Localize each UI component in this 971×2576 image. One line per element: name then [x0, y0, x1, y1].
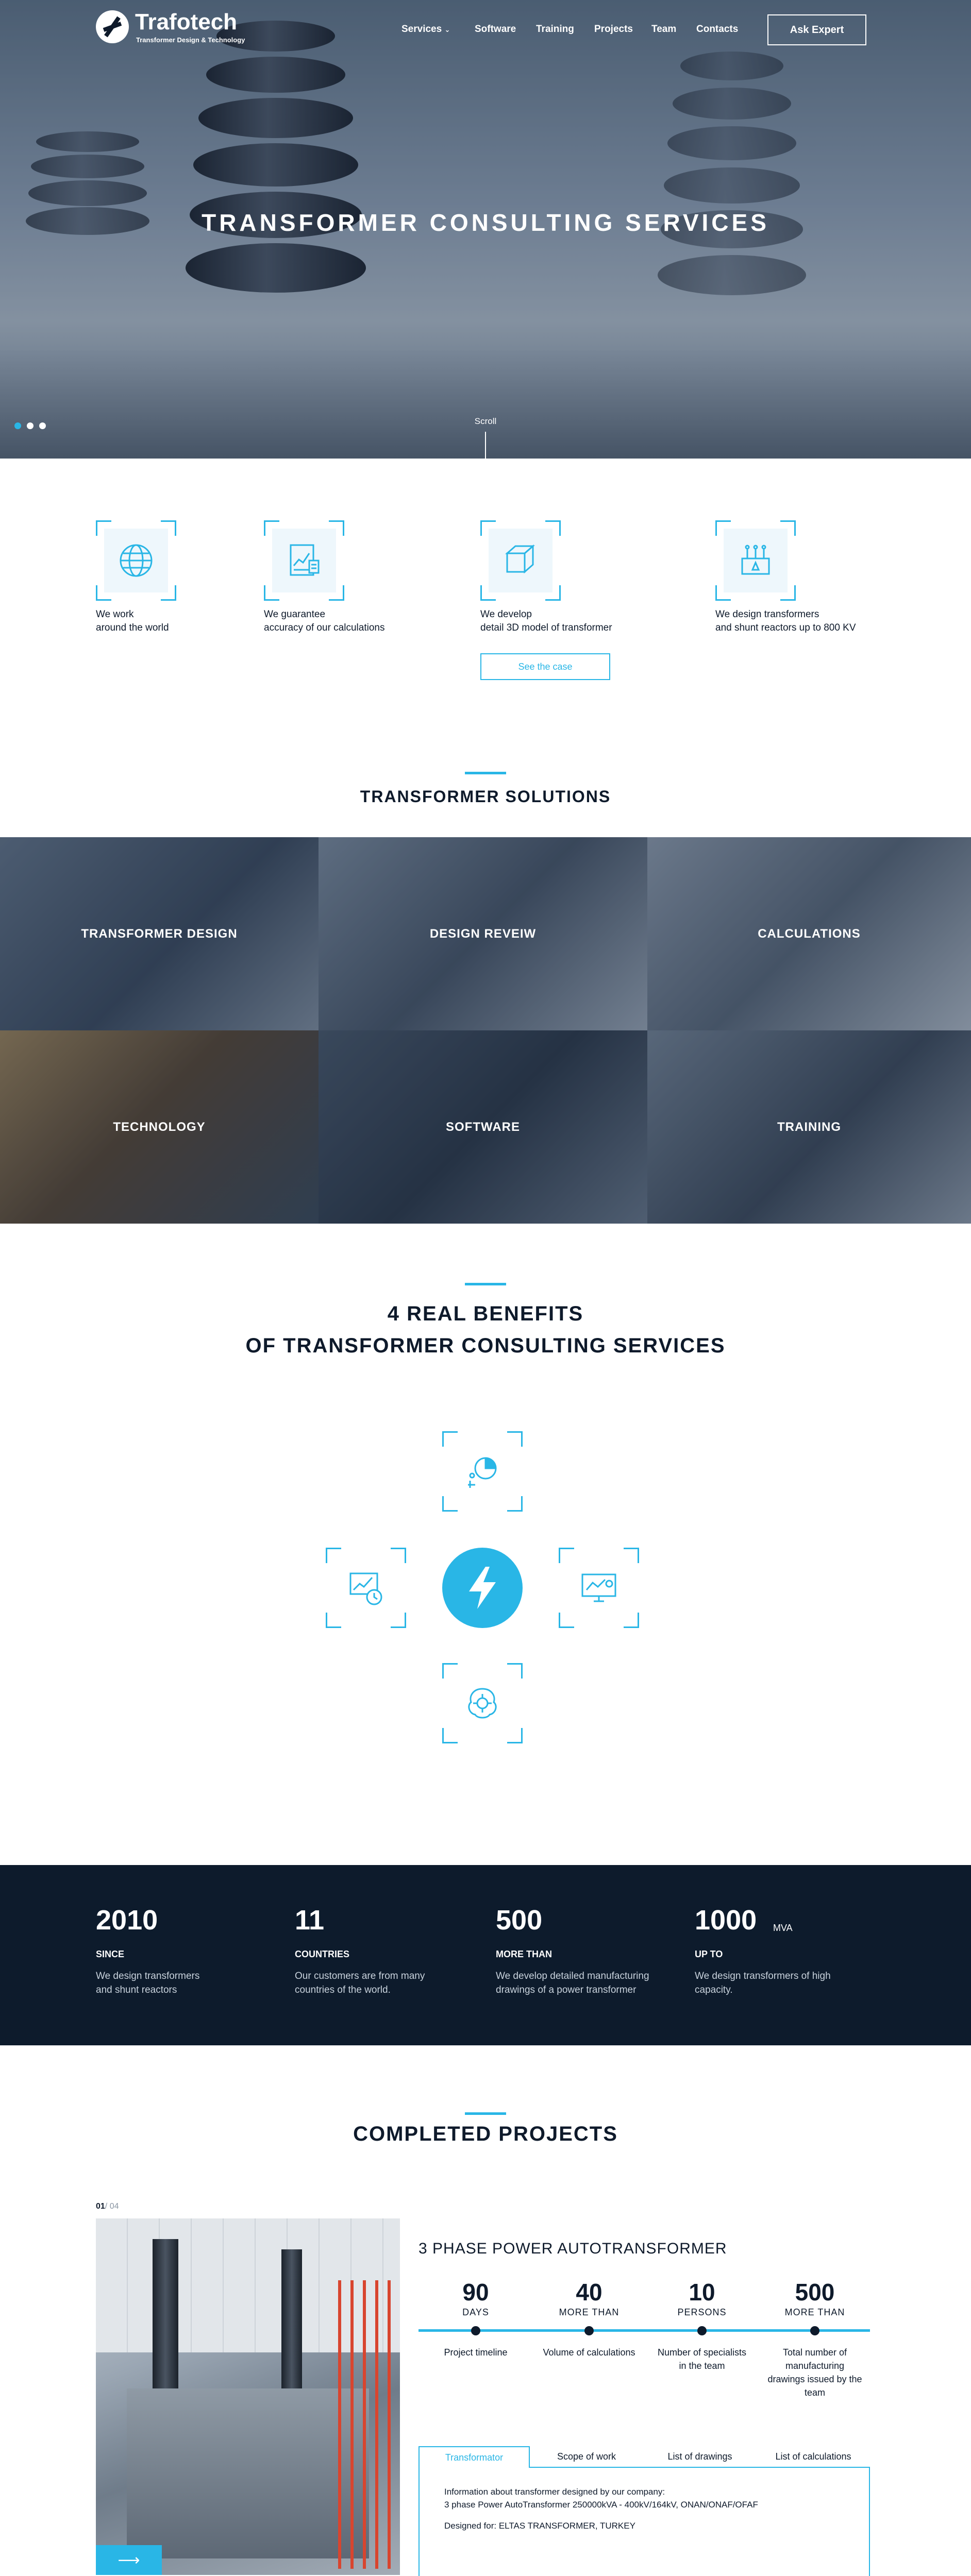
project-counter-current: 01: [96, 2202, 105, 2211]
benefit-icon-box[interactable]: [559, 1548, 639, 1628]
tile-label: SOFTWARE: [446, 1120, 520, 1134]
tab-transformator[interactable]: Transformator: [418, 2446, 530, 2468]
stat-desc: We develop detailed manufacturing drawings of a power transformer: [496, 1971, 649, 1995]
stat-number: 1000: [695, 1905, 757, 1936]
timeline-dot: [584, 2326, 594, 2335]
brain-gear-icon: [450, 1671, 514, 1735]
hero-section: [0, 0, 971, 459]
project-stat-desc: Volume of calculations: [543, 2347, 635, 2358]
stats-section: [0, 1865, 971, 2045]
project-timeline: [418, 2329, 870, 2332]
tile-label: CALCULATIONS: [758, 926, 861, 941]
chart-document-icon: [272, 529, 336, 592]
tile-technology[interactable]: [0, 1030, 319, 1224]
feature-icon-box: [96, 520, 176, 601]
project-image-scaffold: [338, 2280, 400, 2569]
project-info-panel: [418, 2467, 870, 2576]
tile-design-review[interactable]: [319, 837, 647, 1030]
nav-training[interactable]: Training: [536, 24, 574, 35]
tile-label: TRAINING: [777, 1120, 841, 1134]
project-stat-desc: Total number of manufacturing drawings issued by the team: [767, 2347, 862, 2398]
stat-label: UP TO: [695, 1949, 723, 1959]
scroll-label[interactable]: Scroll: [474, 416, 497, 426]
hero-title: TRANSFORMER CONSULTING SERVICES: [202, 209, 769, 236]
see-case-button[interactable]: See the case: [480, 653, 610, 680]
feature-text: We design transformers and shunt reactors up to 800 KV: [715, 609, 856, 633]
stat-number: 2010: [96, 1905, 158, 1936]
timeline-dot: [471, 2326, 480, 2335]
benefits-title-line1: 4 REAL BENEFITS: [387, 1302, 584, 1325]
feature-text: We work around the world: [96, 609, 169, 633]
nav-contacts[interactable]: Contacts: [696, 24, 739, 35]
globe-icon: [104, 529, 168, 592]
growth-chart-icon: [334, 1556, 398, 1620]
slider-dot[interactable]: [39, 422, 46, 429]
tile-calculations[interactable]: [647, 837, 971, 1030]
slider-dot[interactable]: [27, 422, 34, 429]
logo-tagline: Transformer Design & Technology: [136, 36, 245, 44]
logo-name[interactable]: Trafotech: [135, 9, 238, 35]
benefit-icon-box[interactable]: [326, 1548, 406, 1628]
tile-software[interactable]: [319, 1030, 647, 1224]
project-stat-number: 90: [462, 2279, 489, 2306]
benefit-icon-box[interactable]: [442, 1663, 523, 1743]
project-stat-desc: Project timeline: [444, 2347, 508, 2358]
project-stat-number: 40: [576, 2279, 602, 2306]
stat-unit: MVA: [773, 1923, 793, 1933]
stat-label: MORE THAN: [496, 1949, 552, 1959]
tile-label: TECHNOLOGY: [113, 1120, 206, 1134]
lightning-icon: [442, 1548, 523, 1628]
project-info-line: 3 phase Power AutoTransformer 250000kVA - 400kV/164kV, ONAN/ONAF/OFAF: [444, 2500, 758, 2510]
nav-projects[interactable]: Projects: [594, 24, 633, 35]
transformer-icon: [724, 529, 788, 592]
logo-icon[interactable]: [96, 10, 129, 43]
project-title: 3 PHASE POWER AUTOTRANSFORMER: [418, 2240, 727, 2257]
accent-line: [465, 1283, 506, 1285]
monitor-analytics-icon: [567, 1556, 631, 1620]
stat-number: 500: [496, 1905, 543, 1936]
scroll-line: [485, 432, 486, 459]
timeline-dot: [697, 2326, 707, 2335]
stat-desc: We design transformers and shunt reactors: [96, 1971, 200, 1995]
project-stat-desc: Number of specialists in the team: [657, 2347, 747, 2371]
timeline-dot: [810, 2326, 819, 2335]
project-stat-sub: DAYS: [462, 2307, 489, 2317]
tile-training[interactable]: [647, 1030, 971, 1224]
cube-icon: [489, 529, 553, 592]
project-counter-total: / 04: [105, 2202, 119, 2211]
project-info-line: Information about transformer designed by our company:: [444, 2487, 665, 2497]
project-stat-number: 500: [795, 2279, 835, 2306]
projects-title: COMPLETED PROJECTS: [353, 2123, 618, 2145]
ask-expert-button[interactable]: Ask Expert: [767, 14, 866, 45]
slider-dot[interactable]: [14, 422, 21, 429]
stat-label: SINCE: [96, 1949, 125, 1959]
project-counter: [96, 2202, 119, 2211]
feature-icon-box: [715, 520, 796, 601]
nav-services-label: Services: [401, 24, 442, 35]
tile-label: DESIGN REVEIW: [429, 926, 537, 941]
project-image-tank: [127, 2388, 369, 2558]
stat-number: 11: [295, 1905, 325, 1936]
chevron-down-icon: ⌄: [444, 26, 450, 33]
project-image: [96, 2218, 400, 2575]
feature-text: We develop detail 3D model of transformer: [480, 609, 612, 633]
nav-team[interactable]: Team: [651, 24, 677, 35]
tile-transformer-design[interactable]: [0, 837, 319, 1030]
project-stat-sub: PERSONS: [677, 2307, 727, 2317]
feature-text: We guarantee accuracy of our calculations: [264, 609, 385, 633]
project-image-bushing: [281, 2249, 302, 2404]
stat-desc: We design transformers of high capacity.: [695, 1971, 831, 1995]
stat-label: COUNTRIES: [295, 1949, 350, 1959]
nav-services[interactable]: [401, 24, 450, 35]
solutions-title: TRANSFORMER SOLUTIONS: [360, 787, 611, 806]
project-stat-sub: MORE THAN: [784, 2307, 845, 2317]
project-stat-sub: MORE THAN: [559, 2307, 620, 2317]
tab-list-of-calculations[interactable]: List of calculations: [757, 2446, 870, 2468]
nav-software[interactable]: Software: [475, 24, 516, 35]
accent-line: [465, 2112, 506, 2115]
project-info-line: Designed for: ELTAS TRANSFORMER, TURKEY: [444, 2521, 635, 2531]
feature-icon-box: [264, 520, 344, 601]
benefit-icon-box[interactable]: [442, 1431, 523, 1512]
benefits-title-line2: OF TRANSFORMER CONSULTING SERVICES: [245, 1334, 726, 1357]
project-image-bushing: [153, 2239, 178, 2409]
accent-line: [465, 772, 506, 774]
tile-label: TRANSFORMER DESIGN: [81, 926, 238, 941]
feature-icon-box: [480, 520, 561, 601]
pie-chart-icon: [450, 1439, 514, 1503]
tab-scope-of-work[interactable]: Scope of work: [530, 2446, 643, 2468]
stat-desc: Our customers are from many countries of the world.: [295, 1971, 425, 1995]
project-stat-number: 10: [689, 2279, 715, 2306]
project-next-arrow[interactable]: ⟶: [96, 2545, 162, 2575]
tab-list-of-drawings[interactable]: List of drawings: [643, 2446, 757, 2468]
